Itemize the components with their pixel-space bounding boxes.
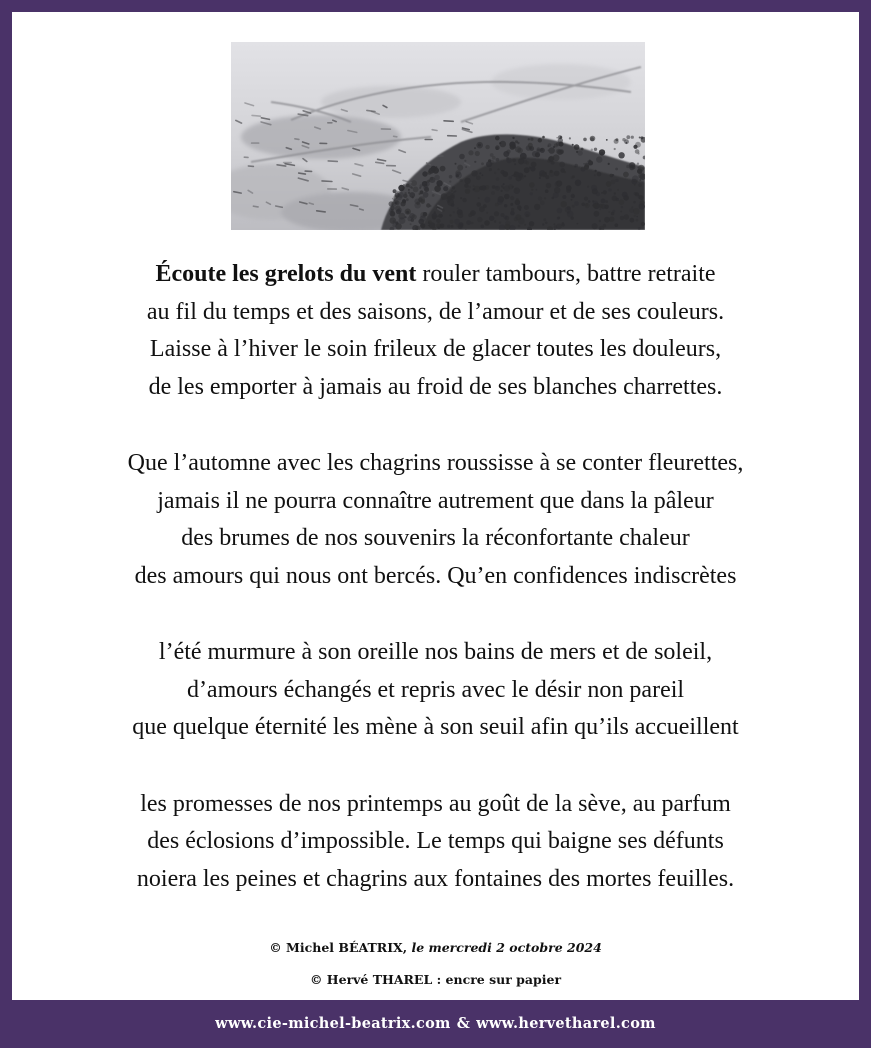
poem-line-text: des brumes de nos souvenirs la réconfortante chaleur <box>181 525 690 551</box>
poem-date: le mercredi 2 octobre 2024 <box>411 940 602 955</box>
author-credit <box>12 940 859 955</box>
poem-line-text: Laisse à l’hiver le soin frileux de glacer toutes les douleurs, <box>149 336 722 362</box>
poem-line-text: les promesses de nos printemps au goût de la sève, au parfum <box>140 790 731 817</box>
stanza <box>12 445 859 595</box>
footer <box>0 1002 871 1048</box>
poem-line <box>12 823 859 861</box>
poem-line-text: de les emporter à jamais au froid de ses blanches charrettes. <box>148 373 723 400</box>
stanza <box>12 634 859 747</box>
poem-line <box>12 445 859 483</box>
stanza <box>12 256 859 406</box>
poem-line-text: jamais il ne pourra connaître autrement que dans la pâleur <box>157 487 714 514</box>
poem <box>12 256 859 937</box>
footer-separator: & <box>456 1015 471 1032</box>
poem-line-text: l’été murmure à son oreille nos bains de mers et de soleil, <box>158 639 713 665</box>
website-link-michel-beatrix[interactable]: www.cie-michel-beatrix.com <box>215 1015 451 1032</box>
poem-line <box>12 483 859 521</box>
poem-opening-words: Écoute les grelots du vent <box>155 261 417 287</box>
poem-line-text: des éclosions d’impossible. Le temps qui baigne ses défunts <box>147 828 724 854</box>
poem-line <box>12 256 859 294</box>
poem-line <box>12 786 859 824</box>
ink-wash-artwork <box>231 42 645 230</box>
poem-line-text: que quelque éternité les mène à son seuil afin qu’ils accueillent <box>132 714 739 740</box>
poem-line-text: au fil du temps et des saisons, de l’amour et de ses couleurs. <box>146 298 725 325</box>
poem-card <box>12 12 859 1000</box>
poem-line <box>12 634 859 672</box>
poem-line-text: des amours qui nous ont bercés. Qu’en confidences indiscrètes <box>134 562 737 589</box>
poem-line <box>12 369 859 407</box>
poem-line <box>12 294 859 332</box>
poem-line <box>12 558 859 596</box>
poem-line <box>12 861 859 899</box>
poem-line <box>12 520 859 558</box>
stanza <box>12 786 859 899</box>
poem-line <box>12 672 859 710</box>
poem-line-text: d’amours échangés et repris avec le désir non pareil <box>186 676 685 703</box>
illustrator-credit: © Hervé THAREL : encre sur papier <box>309 972 562 987</box>
poem-line-text: rouler tambours, battre retraite <box>416 261 716 287</box>
website-link-herve-tharel[interactable]: www.hervetharel.com <box>476 1015 656 1032</box>
author-name: © Michel BÉATRIX, <box>269 940 408 955</box>
poem-line <box>12 709 859 747</box>
poem-line-text: Que l’automne avec les chagrins roussisse à se conter fleurettes, <box>127 450 744 476</box>
poem-line <box>12 331 859 369</box>
poem-line-text: noiera les peines et chagrins aux fontaines des mortes feuilles. <box>136 865 735 892</box>
